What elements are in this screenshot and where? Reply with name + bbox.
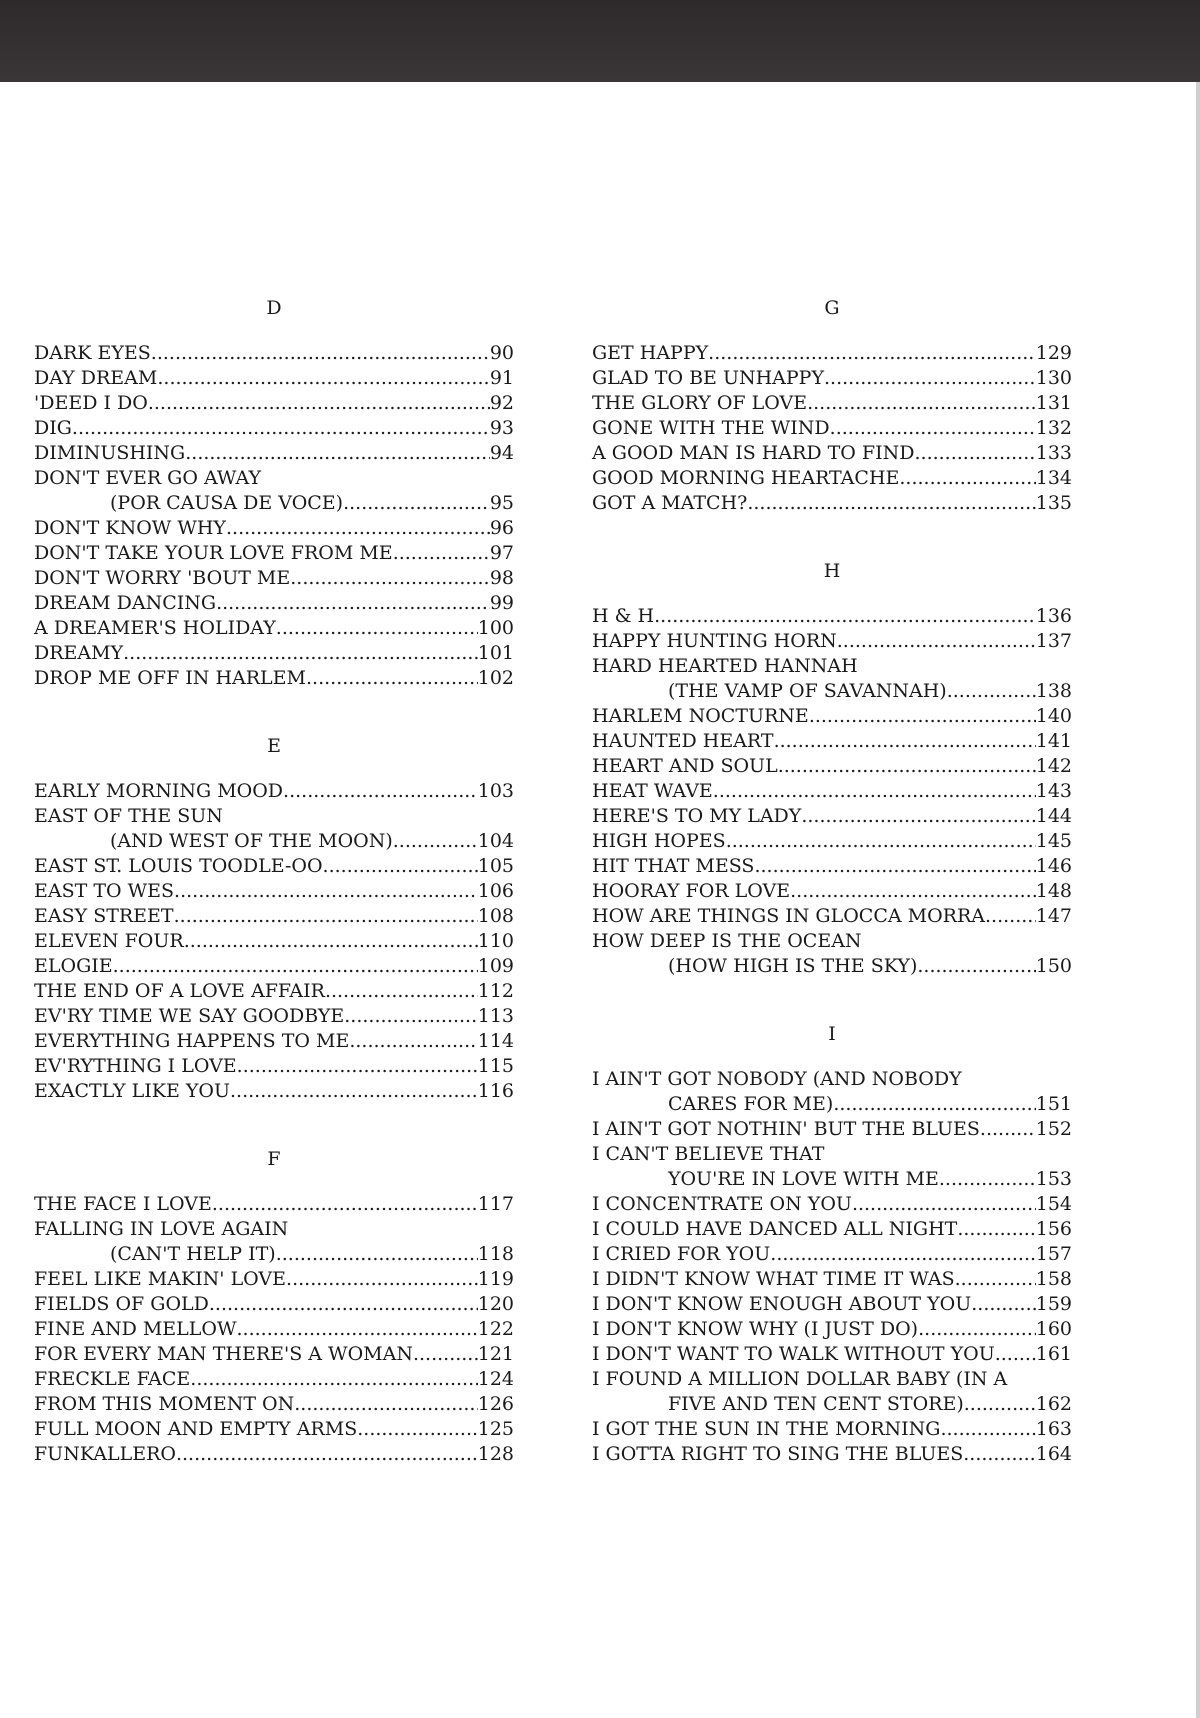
index-entry <box>592 1267 1072 1292</box>
entry-title: FIVE AND TEN CENT STORE) <box>668 1393 964 1415</box>
dot-leader <box>349 1029 477 1054</box>
dot-leader <box>216 591 490 616</box>
index-entry <box>34 591 514 616</box>
entry-page-number: 92 <box>489 392 514 414</box>
page-right-edge <box>1196 82 1200 1718</box>
entry-title: THE GLORY OF LOVE <box>592 392 808 414</box>
entry-page-number: 95 <box>489 492 514 514</box>
dot-leader <box>294 1392 477 1417</box>
entry-title: HOW ARE THINGS IN GLOCCA MORRA <box>592 905 985 927</box>
index-entry <box>592 1092 1072 1117</box>
entry-title: HERE'S TO MY LADY <box>592 805 802 827</box>
entry-page-number: 154 <box>1035 1193 1072 1215</box>
entry-title: (HOW HIGH IS THE SKY) <box>668 955 918 977</box>
index-entry <box>34 954 514 979</box>
entry-page-number: 126 <box>477 1393 514 1415</box>
entry-title: EAST TO WES <box>34 880 175 902</box>
entry-title: FULL MOON AND EMPTY ARMS <box>34 1418 358 1440</box>
entry-title: HARLEM NOCTURNE <box>592 705 809 727</box>
index-entry <box>34 1217 514 1242</box>
dot-leader <box>708 341 1036 366</box>
entry-title: I GOTTA RIGHT TO SING THE BLUES <box>592 1443 964 1465</box>
entry-title: (THE VAMP OF SAVANNAH) <box>668 680 947 702</box>
index-entry <box>34 1054 514 1079</box>
index-column-right <box>592 296 1072 1467</box>
dot-leader <box>980 1117 1036 1142</box>
entry-title: I DIDN'T KNOW WHAT TIME IT WAS <box>592 1268 955 1290</box>
entry-title: EARLY MORNING MOOD <box>34 780 284 802</box>
entry-page-number: 151 <box>1035 1093 1072 1115</box>
entry-title: A GOOD MAN IS HARD TO FIND <box>592 442 915 464</box>
dot-leader <box>357 1417 478 1442</box>
entry-page-number: 117 <box>477 1193 514 1215</box>
index-entry <box>34 854 514 879</box>
dot-leader <box>174 904 478 929</box>
entry-title: CARES FOR ME) <box>668 1093 834 1115</box>
entry-page-number: 97 <box>489 542 514 564</box>
index-entry <box>592 604 1072 629</box>
entry-page-number: 105 <box>477 855 514 877</box>
dot-leader <box>226 516 490 541</box>
dot-leader <box>940 1417 1035 1442</box>
entry-title: I DON'T WANT TO WALK WITHOUT YOU <box>592 1343 995 1365</box>
index-entry <box>34 416 514 441</box>
entry-title: I CAN'T BELIEVE THAT <box>592 1143 825 1165</box>
dot-leader <box>343 491 490 516</box>
entry-page-number: 116 <box>477 1080 514 1102</box>
index-entry <box>592 879 1072 904</box>
index-entry <box>34 979 514 1004</box>
dot-leader <box>852 1192 1036 1217</box>
dot-leader <box>393 541 490 566</box>
entry-title: FALLING IN LOVE AGAIN <box>34 1218 289 1240</box>
entry-page-number: 113 <box>477 1005 514 1027</box>
entry-title: DON'T TAKE YOUR LOVE FROM ME <box>34 542 393 564</box>
dot-leader <box>393 829 478 854</box>
entry-page-number: 146 <box>1035 855 1072 877</box>
index-entry <box>34 666 514 691</box>
entry-title: FIELDS OF GOLD <box>34 1293 209 1315</box>
dot-leader <box>801 804 1035 829</box>
index-entry <box>34 1367 514 1392</box>
entry-page-number: 159 <box>1035 1293 1072 1315</box>
dot-leader <box>830 416 1036 441</box>
entry-title: DROP ME OFF IN HARLEM <box>34 667 306 689</box>
dot-leader <box>747 491 1035 516</box>
dot-leader <box>957 1217 1035 1242</box>
entry-page-number: 129 <box>1035 342 1072 364</box>
entry-title: ELOGIE <box>34 955 113 977</box>
entry-title: EV'RYTHING I LOVE <box>34 1055 237 1077</box>
entry-title: GOT A MATCH? <box>592 492 748 514</box>
entry-title: HARD HEARTED HANNAH <box>592 655 858 677</box>
index-entry <box>34 1267 514 1292</box>
entry-page-number: 102 <box>477 667 514 689</box>
index-entry <box>34 1317 514 1342</box>
entry-page-number: 158 <box>1035 1268 1072 1290</box>
dot-leader <box>964 1392 1036 1417</box>
index-entry <box>34 1079 514 1104</box>
entry-title: DREAMY <box>34 642 124 664</box>
index-entry <box>592 954 1072 979</box>
index-entry <box>34 1242 514 1267</box>
entry-page-number: 141 <box>1035 730 1072 752</box>
index-entry <box>592 929 1072 954</box>
index-entry <box>34 1004 514 1029</box>
entry-title: I AIN'T GOT NOBODY (AND NOBODY <box>592 1068 962 1090</box>
index-entry <box>34 879 514 904</box>
index-entry <box>592 1417 1072 1442</box>
entry-page-number: 133 <box>1035 442 1072 464</box>
index-entry <box>34 1029 514 1054</box>
entry-page-number: 162 <box>1035 1393 1072 1415</box>
entry-title: DIMINUSHING <box>34 442 186 464</box>
index-entry <box>34 566 514 591</box>
dot-leader <box>72 416 490 441</box>
entry-title: HOORAY FOR LOVE <box>592 880 791 902</box>
dot-leader <box>955 1267 1036 1292</box>
dot-leader <box>995 1342 1036 1367</box>
index-entry <box>592 1392 1072 1417</box>
dot-leader <box>899 466 1035 491</box>
entry-page-number: 164 <box>1035 1443 1072 1465</box>
entry-title: I CRIED FOR YOU <box>592 1243 771 1265</box>
dot-leader <box>939 1167 1036 1192</box>
entry-page-number: 163 <box>1035 1418 1072 1440</box>
index-entry <box>34 779 514 804</box>
entry-page-number: 122 <box>477 1318 514 1340</box>
entry-page-number: 90 <box>489 342 514 364</box>
entry-title: HAPPY HUNTING HORN <box>592 630 837 652</box>
entry-page-number: 134 <box>1035 467 1072 489</box>
dot-leader <box>184 929 478 954</box>
index-entry <box>592 829 1072 854</box>
entry-title: FINE AND MELLOW <box>34 1318 237 1340</box>
entry-page-number: 157 <box>1035 1243 1072 1265</box>
index-entry <box>592 366 1072 391</box>
entry-page-number: 138 <box>1035 680 1072 702</box>
index-entry <box>592 779 1072 804</box>
entry-title: I COULD HAVE DANCED ALL NIGHT <box>592 1218 958 1240</box>
entry-title: (AND WEST OF THE MOON) <box>110 830 393 852</box>
dot-leader <box>770 1242 1035 1267</box>
dot-leader <box>157 366 489 391</box>
dot-leader <box>148 391 490 416</box>
dot-leader <box>209 1292 478 1317</box>
entry-page-number: 128 <box>477 1443 514 1465</box>
index-entry <box>592 1367 1072 1392</box>
index-entry <box>34 1442 514 1467</box>
entry-page-number: 120 <box>477 1293 514 1315</box>
dot-leader <box>914 441 1035 466</box>
index-entry <box>592 1192 1072 1217</box>
index-entry <box>34 341 514 366</box>
index-entry <box>34 1417 514 1442</box>
dot-leader <box>151 341 490 366</box>
entry-title: THE FACE I LOVE <box>34 1193 212 1215</box>
entry-page-number: 130 <box>1035 367 1072 389</box>
index-entry <box>592 1217 1072 1242</box>
section-heading: H <box>823 560 841 582</box>
entry-title: EASY STREET <box>34 905 174 927</box>
entry-title: H & H <box>592 605 655 627</box>
entry-page-number: 150 <box>1035 955 1072 977</box>
dot-leader <box>237 1317 478 1342</box>
dot-leader <box>824 366 1036 391</box>
index-entry <box>592 854 1072 879</box>
dot-leader <box>918 1317 1036 1342</box>
entry-title: GLAD TO BE UNHAPPY <box>592 367 824 389</box>
entry-page-number: 118 <box>477 1243 514 1265</box>
dot-leader <box>123 641 478 666</box>
index-entry <box>34 1192 514 1217</box>
index-entry <box>592 466 1072 491</box>
dot-leader <box>754 854 1035 879</box>
entry-title: THE END OF A LOVE AFFAIR <box>34 980 325 1002</box>
index-column-left <box>34 296 514 1467</box>
entry-page-number: 110 <box>477 930 514 952</box>
entry-page-number: 98 <box>489 567 514 589</box>
entry-title: A DREAMER'S HOLIDAY <box>34 617 276 639</box>
index-entry <box>34 641 514 666</box>
index-entry <box>592 729 1072 754</box>
entry-title: GONE WITH THE WIND <box>592 417 830 439</box>
entry-title: HOW DEEP IS THE OCEAN <box>592 930 862 952</box>
dot-leader <box>283 779 478 804</box>
entry-title: DON'T WORRY 'BOUT ME <box>34 567 291 589</box>
entry-title: HEAT WAVE <box>592 780 713 802</box>
entry-page-number: 153 <box>1035 1168 1072 1190</box>
dot-leader <box>790 879 1036 904</box>
index-entry <box>34 541 514 566</box>
index-entry <box>34 516 514 541</box>
entry-title: 'DEED I DO <box>34 392 148 414</box>
entry-title: DREAM DANCING <box>34 592 217 614</box>
index-entry <box>34 1342 514 1367</box>
entry-page-number: 145 <box>1035 830 1072 852</box>
entry-title: HAUNTED HEART <box>592 730 774 752</box>
index-entry <box>592 1317 1072 1342</box>
dot-leader <box>947 679 1036 704</box>
entry-page-number: 96 <box>489 517 514 539</box>
entry-page-number: 94 <box>489 442 514 464</box>
dot-leader <box>325 979 478 1004</box>
entry-title: EAST OF THE SUN <box>34 805 223 827</box>
index-entry <box>34 1292 514 1317</box>
index-entry <box>592 1342 1072 1367</box>
entry-title: FOR EVERY MAN THERE'S A WOMAN <box>34 1343 413 1365</box>
dot-leader <box>917 954 1035 979</box>
entry-title: DON'T EVER GO AWAY <box>34 467 261 489</box>
entry-page-number: 135 <box>1035 492 1072 514</box>
dot-leader <box>174 879 478 904</box>
dot-leader <box>971 1292 1036 1317</box>
index-entry <box>34 1392 514 1417</box>
index-entry <box>592 704 1072 729</box>
entry-page-number: 140 <box>1035 705 1072 727</box>
section-heading: F <box>267 1148 281 1170</box>
entry-page-number: 100 <box>477 617 514 639</box>
dot-leader <box>306 666 478 691</box>
dot-leader <box>963 1442 1036 1467</box>
dot-leader <box>654 604 1036 629</box>
dot-leader <box>113 954 478 979</box>
section-heading: D <box>266 297 282 319</box>
index-entry <box>34 466 514 491</box>
dot-leader <box>286 1267 478 1292</box>
dot-leader <box>290 566 490 591</box>
entry-page-number: 147 <box>1035 905 1072 927</box>
entry-title: DAY DREAM <box>34 367 158 389</box>
index-entry <box>592 341 1072 366</box>
index-entry <box>592 1242 1072 1267</box>
index-entry <box>592 391 1072 416</box>
dot-leader <box>212 1192 478 1217</box>
entry-page-number: 148 <box>1035 880 1072 902</box>
scanner-top-border <box>0 0 1200 82</box>
entry-title: HIGH HOPES <box>592 830 726 852</box>
entry-page-number: 101 <box>477 642 514 664</box>
entry-title: EV'RY TIME WE SAY GOODBYE <box>34 1005 345 1027</box>
index-entry <box>592 1067 1072 1092</box>
index-entry <box>34 366 514 391</box>
entry-page-number: 99 <box>489 592 514 614</box>
dot-leader <box>837 629 1036 654</box>
dot-leader <box>185 441 490 466</box>
entry-title: I FOUND A MILLION DOLLAR BABY (IN A <box>592 1368 1008 1390</box>
entry-page-number: 131 <box>1035 392 1072 414</box>
dot-leader <box>833 1092 1035 1117</box>
index-entry <box>592 1442 1072 1467</box>
entry-page-number: 160 <box>1035 1318 1072 1340</box>
entry-page-number: 93 <box>489 417 514 439</box>
index-entry <box>34 929 514 954</box>
index-entry <box>34 616 514 641</box>
entry-title: GET HAPPY <box>592 342 709 364</box>
index-entry <box>34 491 514 516</box>
index-entry <box>592 416 1072 441</box>
entry-page-number: 103 <box>477 780 514 802</box>
entry-title: EXACTLY LIKE YOU <box>34 1080 230 1102</box>
index-entry <box>34 391 514 416</box>
index-entry <box>592 1167 1072 1192</box>
entry-page-number: 136 <box>1035 605 1072 627</box>
index-entry <box>34 804 514 829</box>
entry-page-number: 152 <box>1035 1118 1072 1140</box>
entry-title: FROM THIS MOMENT ON <box>34 1393 295 1415</box>
index-entry <box>592 904 1072 929</box>
dot-leader <box>809 704 1036 729</box>
entry-page-number: 156 <box>1035 1218 1072 1240</box>
entry-title: GOOD MORNING HEARTACHE <box>592 467 900 489</box>
entry-title: I DON'T KNOW ENOUGH ABOUT YOU <box>592 1293 972 1315</box>
dot-leader <box>276 1242 478 1267</box>
entry-title: (POR CAUSA DE VOCE) <box>110 492 344 514</box>
dot-leader <box>726 829 1036 854</box>
entry-page-number: 104 <box>477 830 514 852</box>
section-heading: G <box>824 297 840 319</box>
entry-page-number: 125 <box>477 1418 514 1440</box>
index-entry <box>592 679 1072 704</box>
dot-leader <box>237 1054 478 1079</box>
entry-title: DARK EYES <box>34 342 151 364</box>
dot-leader <box>276 616 478 641</box>
section-heading: E <box>267 735 281 757</box>
entry-page-number: 112 <box>477 980 514 1002</box>
dot-leader <box>413 1342 478 1367</box>
entry-title: DIG <box>34 417 72 439</box>
entry-page-number: 132 <box>1035 417 1072 439</box>
dot-leader <box>807 391 1036 416</box>
index-entry <box>592 654 1072 679</box>
dot-leader <box>713 779 1036 804</box>
index-entry <box>592 1142 1072 1167</box>
index-entry <box>34 829 514 854</box>
entry-title: HIT THAT MESS <box>592 855 755 877</box>
entry-page-number: 114 <box>477 1030 514 1052</box>
dot-leader <box>344 1004 477 1029</box>
entry-title: I CONCENTRATE ON YOU <box>592 1193 852 1215</box>
entry-title: FEEL LIKE MAKIN' LOVE <box>34 1268 287 1290</box>
entry-title: I DON'T KNOW WHY (I JUST DO) <box>592 1318 919 1340</box>
entry-page-number: 143 <box>1035 780 1072 802</box>
entry-title: FUNKALLERO <box>34 1443 176 1465</box>
index-entry <box>34 441 514 466</box>
entry-title: EAST ST. LOUIS TOODLE-OO <box>34 855 323 877</box>
entry-page-number: 109 <box>477 955 514 977</box>
entry-page-number: 108 <box>477 905 514 927</box>
dot-leader <box>190 1367 477 1392</box>
index-entry <box>592 441 1072 466</box>
entry-page-number: 142 <box>1035 755 1072 777</box>
dot-leader <box>230 1079 478 1104</box>
entry-page-number: 121 <box>477 1343 514 1365</box>
entry-title: I AIN'T GOT NOTHIN' BUT THE BLUES <box>592 1118 980 1140</box>
entry-page-number: 115 <box>477 1055 514 1077</box>
index-entry <box>592 754 1072 779</box>
entry-page-number: 106 <box>477 880 514 902</box>
dot-leader <box>985 904 1036 929</box>
entry-page-number: 124 <box>477 1368 514 1390</box>
dot-leader <box>774 729 1036 754</box>
entry-title: HEART AND SOUL <box>592 755 778 777</box>
index-entry <box>592 1117 1072 1142</box>
dot-leader <box>323 854 478 879</box>
entry-page-number: 137 <box>1035 630 1072 652</box>
index-entry <box>592 491 1072 516</box>
entry-title: YOU'RE IN LOVE WITH ME <box>668 1168 939 1190</box>
index-entry <box>34 904 514 929</box>
entry-title: EVERYTHING HAPPENS TO ME <box>34 1030 350 1052</box>
entry-page-number: 119 <box>477 1268 514 1290</box>
dot-leader <box>778 754 1036 779</box>
index-entry <box>592 1292 1072 1317</box>
index-entry <box>592 629 1072 654</box>
entry-title: (CAN'T HELP IT) <box>110 1243 276 1265</box>
entry-page-number: 161 <box>1035 1343 1072 1365</box>
section-heading: I <box>828 1023 836 1045</box>
entry-title: ELEVEN FOUR <box>34 930 184 952</box>
index-entry <box>592 804 1072 829</box>
entry-page-number: 144 <box>1035 805 1072 827</box>
dot-leader <box>176 1442 478 1467</box>
entry-title: I GOT THE SUN IN THE MORNING <box>592 1418 941 1440</box>
entry-title: FRECKLE FACE <box>34 1368 191 1390</box>
entry-page-number: 91 <box>489 367 514 389</box>
entry-title: DON'T KNOW WHY <box>34 517 226 539</box>
